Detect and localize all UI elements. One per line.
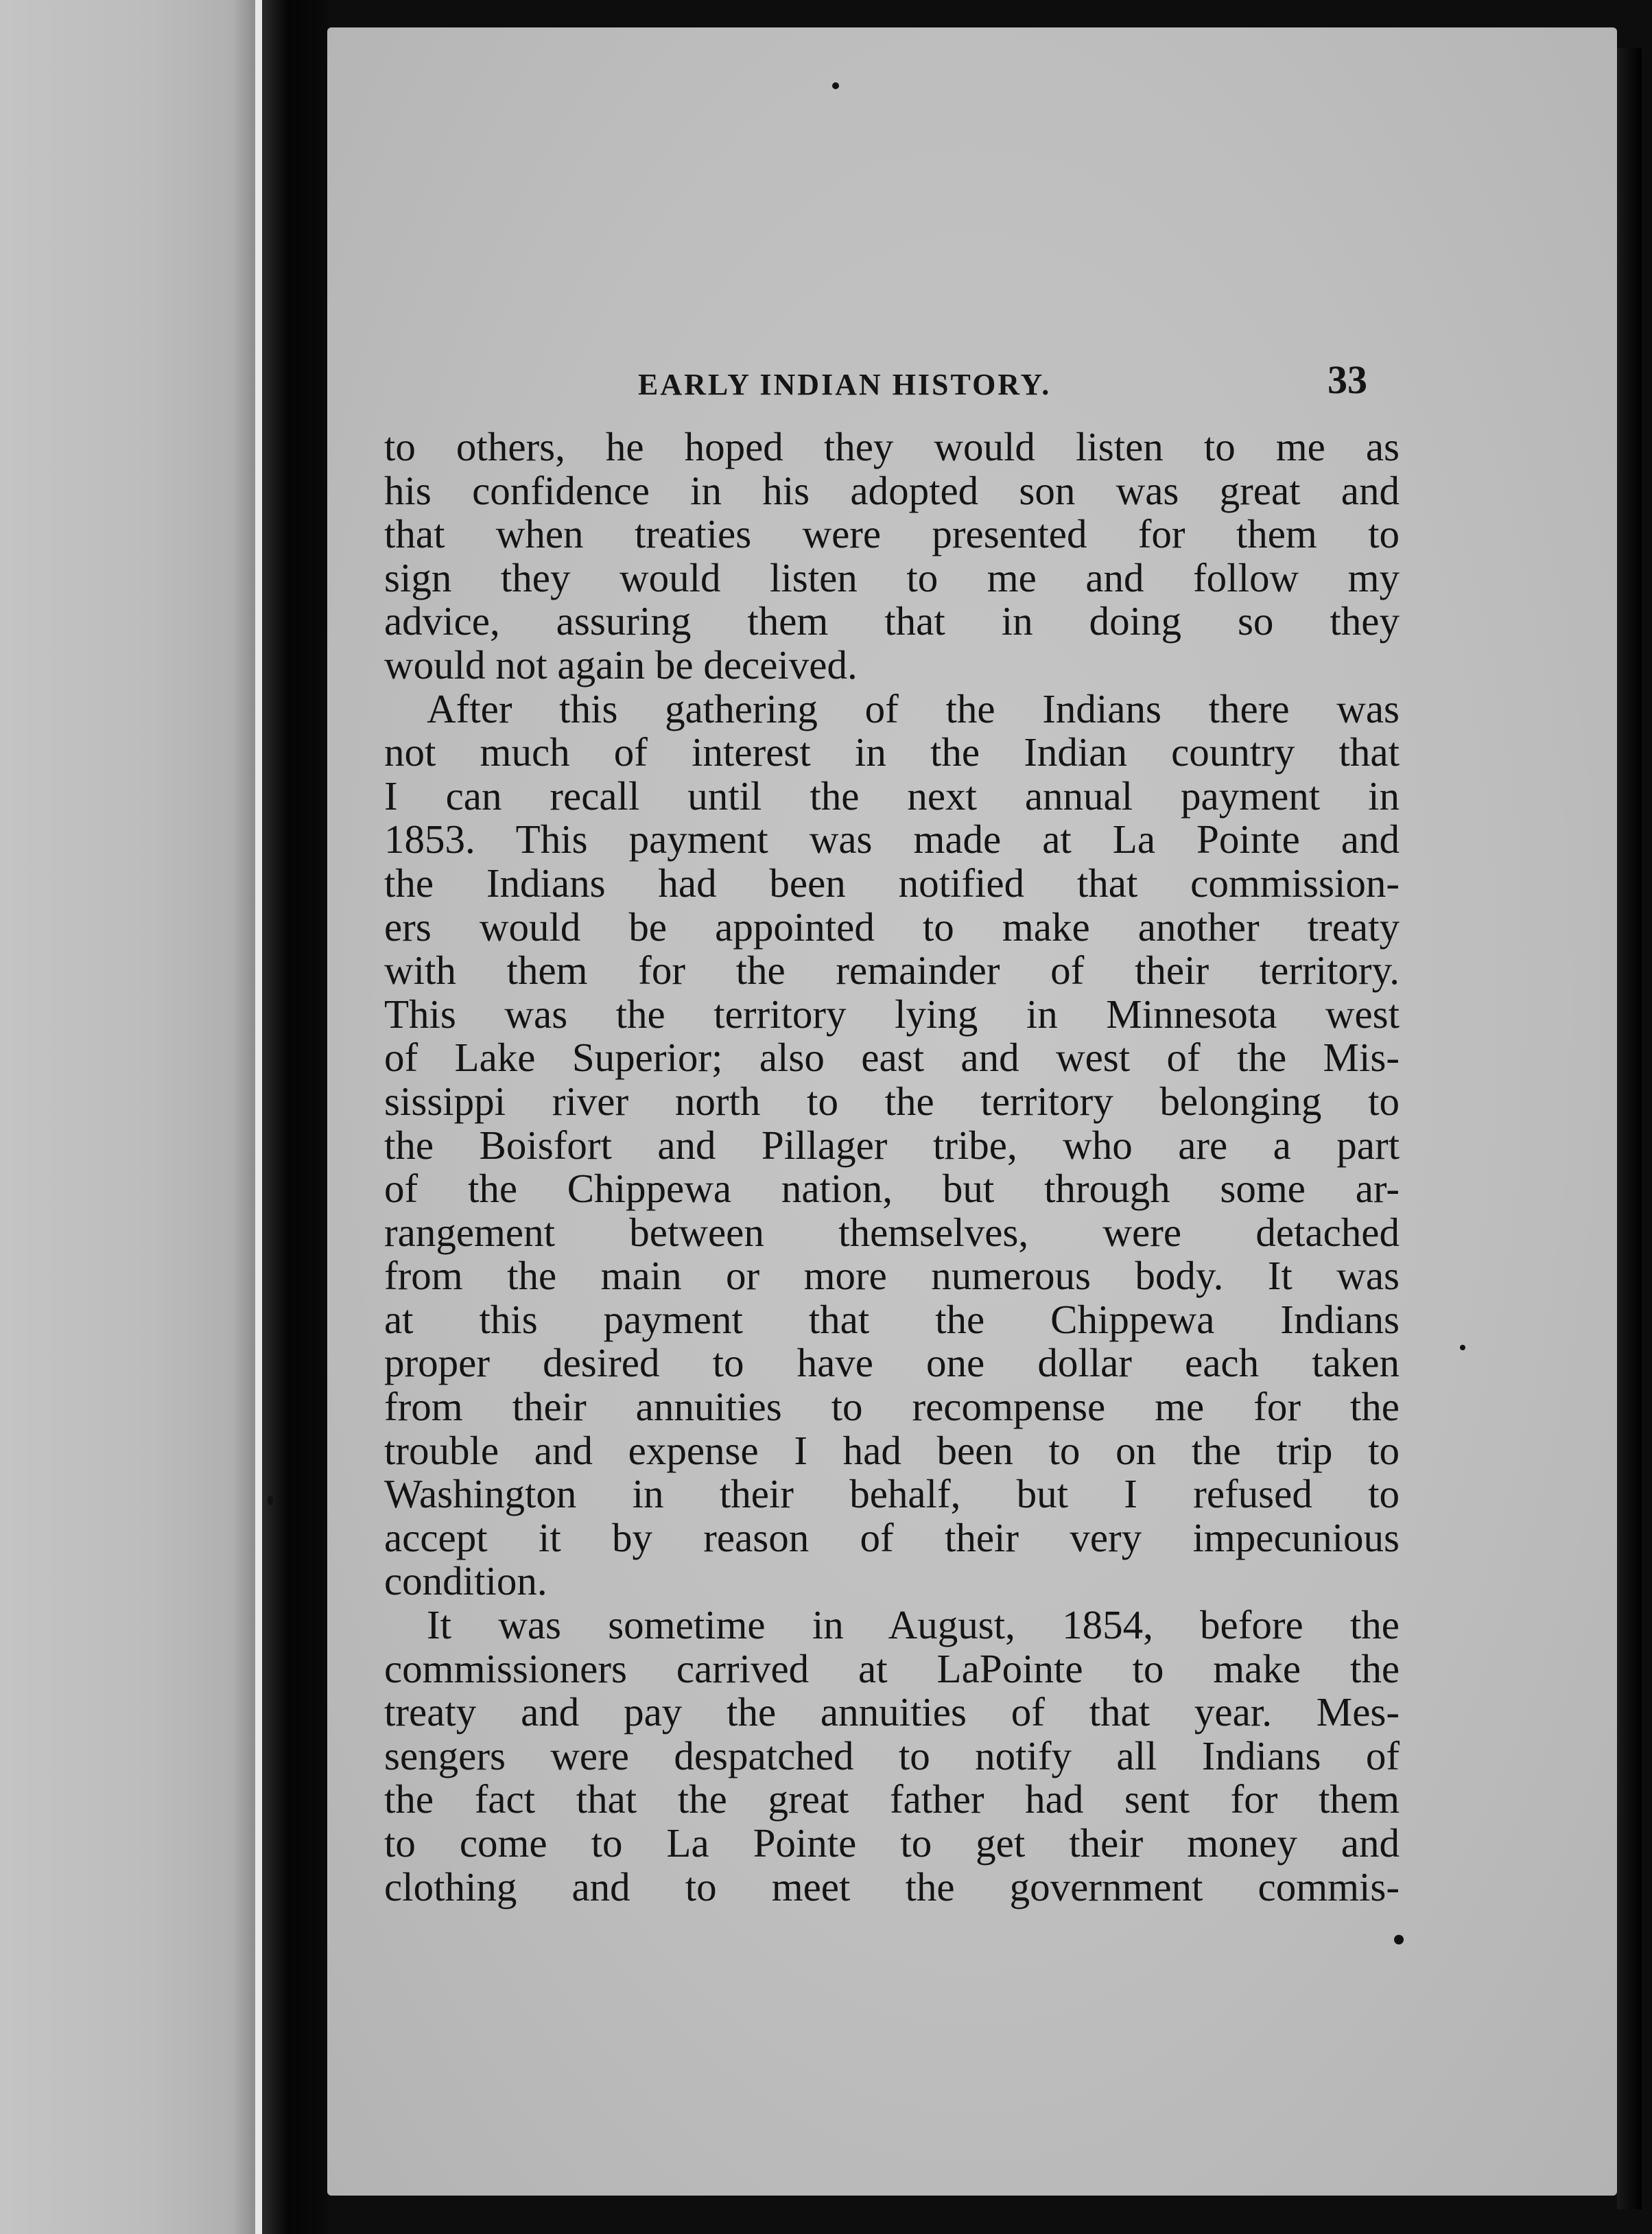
text-line: ers would be appointed to make another treaty (384, 904, 1400, 950)
scan-speck (832, 82, 839, 89)
text-line: advice, assuring them that in doing so they (384, 598, 1400, 644)
running-head: EARLY INDIAN HISTORY. (638, 368, 1052, 401)
paragraph-first-line: After this gathering of the Indians there was (427, 685, 1400, 731)
text-line: rangement between themselves, were detached (384, 1209, 1400, 1255)
text-line: Washington in their behalf, but I refused to (384, 1471, 1400, 1517)
text-line: treaty and pay the annuities of that year. Mes- (384, 1689, 1400, 1735)
page-fold-highlight (255, 0, 262, 2234)
paragraph-first-line: It was sometime in August, 1854, before the (427, 1602, 1400, 1648)
scan-speck (268, 1496, 273, 1505)
scan-speck (1394, 1935, 1404, 1944)
text-line: the fact that the great father had sent for them (384, 1776, 1400, 1822)
text-line: sign they would listen to me and follow my (384, 554, 1400, 600)
text-line: of the Chippewa nation, but through some ar- (384, 1166, 1400, 1212)
paragraph-end-line: would not again be deceived. (384, 642, 858, 687)
text-line: the Boisfort and Pillager tribe, who are a part (384, 1122, 1400, 1168)
text-line: accept it by reason of their very impecunious (384, 1514, 1400, 1560)
text-line: at this payment that the Chippewa Indians (384, 1296, 1400, 1342)
text-line: not much of interest in the Indian country that (384, 729, 1400, 775)
book-gutter (262, 0, 327, 2234)
text-line: sissippi river north to the territory belonging to (384, 1078, 1400, 1124)
text-line: from their annuities to recompense me for the (384, 1384, 1400, 1430)
text-line: sengers were despatched to notify all Indians of (384, 1732, 1400, 1778)
text-line: I can recall until the next annual payment in (384, 773, 1400, 819)
text-line: 1853. This payment was made at La Pointe and (384, 816, 1400, 862)
scan-speck (1460, 1345, 1465, 1350)
page-number: 33 (1328, 357, 1367, 402)
text-line: trouble and expense I had been to on the trip to (384, 1427, 1400, 1473)
text-line: the Indians had been notified that commission- (384, 860, 1400, 906)
text-line: of Lake Superior; also east and west of the Mis- (384, 1035, 1400, 1081)
text-line: that when treaties were presented for them to (384, 511, 1400, 557)
text-line: to come to La Pointe to get their money and (384, 1820, 1400, 1866)
text-line: with them for the remainder of their territory. (384, 948, 1400, 993)
text-line: proper desired to have one dollar each taken (384, 1340, 1400, 1386)
text-line: clothing and to meet the government commis- (384, 1863, 1400, 1909)
previous-page-edge (0, 0, 257, 2234)
body-text (384, 425, 1400, 1909)
text-line: to others, he hoped they would listen to me as (384, 424, 1400, 469)
text-line: his confidence in his adopted son was great and (384, 467, 1400, 513)
text-line: commissioners carrived at LaPointe to make the (384, 1645, 1400, 1691)
text-line: from the main or more numerous body. It was (384, 1253, 1400, 1299)
text-line: This was the territory lying in Minnesota west (384, 991, 1400, 1037)
paragraph-end-line: condition. (384, 1558, 547, 1604)
scan-border (1617, 48, 1642, 2209)
